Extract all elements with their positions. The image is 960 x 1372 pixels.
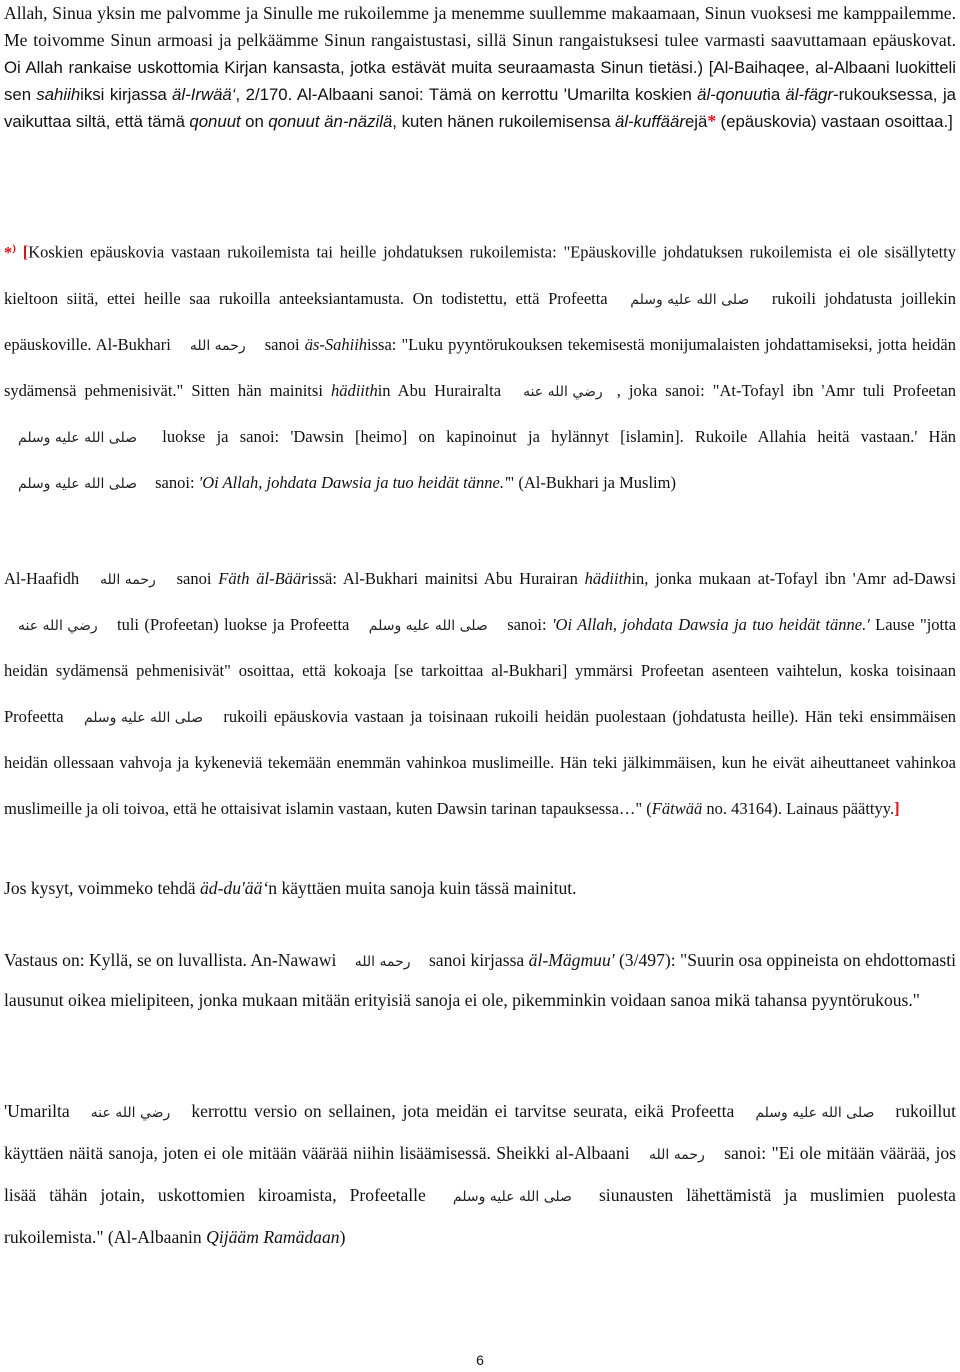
paragraph-umar	[4, 1090, 956, 1258]
radiallahu-honorific-icon: رضي الله عنه	[523, 383, 603, 400]
text-span: Oi Allah rankaise uskottomia Kirjan kansasta, jotka estävät muita seuraamasta Sinun tietäsi.) [Al-Baihaqee, al-Albaani luokitteli sen	[4, 58, 956, 104]
text-span: Vastaus on: Kyllä, se on luvallista. An-Nawawi	[4, 950, 337, 970]
italic-term: Qijääm Ramädaan	[206, 1227, 340, 1247]
footnote-block-continued	[4, 556, 956, 832]
italic-term: hädiith	[330, 380, 378, 400]
text-span: tuli (Profeetan) luokse ja Profeetta	[117, 615, 350, 634]
italic-term: hädiith	[584, 569, 632, 588]
text-span: , 2/170. Al-Albaani sanoi: Tämä on kerrottu 'Umarilta koskien	[235, 85, 692, 104]
text-span: ia	[767, 85, 781, 104]
text-span: Jos kysyt, voimmeko tehdä	[4, 878, 196, 898]
saw-honorific-icon: صلى الله عليه وسلم	[755, 1104, 875, 1121]
text-span: siunausten lähettämistä ja muslimien puolesta rukoilemista." (Al-Albaanin	[4, 1185, 956, 1247]
text-span: iksi kirjassa	[80, 85, 167, 104]
rahimahullah-honorific-icon: رحمه الله	[354, 953, 411, 970]
text-span: " (Al-Bukhari ja Muslim)	[507, 472, 676, 492]
bracket-close: ]	[894, 799, 900, 818]
text-span: Lause "jotta heidän sydämensä pehmenisivät" osoittaa, että kokoaja [se tarkoittaa al-Bukhari] ymmärsi Profeetan asenteen vaihtelun, koska toisinaan Profeetta	[4, 615, 957, 726]
text-span: ejä	[684, 112, 708, 131]
italic-term: Fätwää	[651, 799, 703, 818]
footnote-marker: *	[707, 111, 717, 131]
text-span: sanoi:	[155, 472, 195, 492]
text-span: sanoi	[264, 334, 300, 354]
italic-term: äd-du'ää‘	[199, 878, 269, 898]
text-span: Allah, Sinua yksin me palvomme ja Sinulle me rukoilemme ja menemme suullemme makaamaan, Sinun vuoksesi me kamppailemme. Me toivomme Sinun armoasi ja pelkäämme Sinun rangaistustasi, sillä Sinun rangaistuksesi tulee varmasti saavuttamaan epäuskovat.	[4, 3, 956, 50]
footnote-marker: *)	[4, 242, 16, 262]
text-span: , kuten hänen rukoilemisensa	[392, 112, 611, 131]
text-span: issä: Al-Bukhari mainitsi Abu Hurairan	[307, 569, 578, 588]
italic-term: äl-kuffäär	[614, 112, 685, 131]
text-span: (epäuskovia) vastaan osoittaa.]	[720, 112, 953, 131]
saw-honorific-icon: صلى الله عليه وسلم	[452, 1188, 572, 1205]
text-span: , joka sanoi: "At-Tofayl ibn 'Amr tuli Profeetan	[616, 380, 957, 400]
text-span: rukoillut käyttäen näitä sanoja, joten ei ole mitään väärää niihin lisäämisessä. Sheikki al-Albaani	[4, 1101, 956, 1163]
text-span: issa: "Luku pyyntörukouksen tekemisestä monijumalaisten johdattamiseksi, jotta heidän sydämensä pehmenisivät." Sitten hän mainitsi	[4, 334, 956, 400]
text-span: (3/497): "Suurin osa oppineista on ehdottomasti lausunut oikea mielipiteen, jonka mukaan mitään erityisiä sanoja ei ole, pikemminkin voidaan sanoa mikä tahansa pyyntörukous."	[4, 950, 957, 1010]
text-span: kerrottu versio on sellainen, jota meidän ei tarvitse seurata, eikä Profeetta	[191, 1101, 735, 1121]
text-span: sanoi:	[507, 615, 547, 634]
text-span: rukoili epäuskovia vastaan ja toisinaan rukoili heidän puolestaan (johdatusta heille). Hän teki ensimmäisen heidän ollessaan vahvoja ja kykeneviä tekemään enemmän vahinkoa muslimeille. Hän teki jälkimmäisen, kun he eivät aiheuttaneet vahinkoa muslimeille ja oli toivoa, että he ottaisivat islamin vastaan, kuten Dawsin tarinan tapauksessa…" (	[4, 707, 957, 818]
radiallahu-honorific-icon: رضي الله عنه	[90, 1104, 171, 1121]
italic-term: äl-Mägmuu'	[528, 950, 615, 970]
footnote-block	[4, 225, 956, 506]
saw-honorific-icon: صلى الله عليه وسلم	[18, 429, 137, 446]
italic-term: sahiih	[36, 85, 81, 104]
italic-term: äs-Sahiih	[304, 334, 368, 354]
saw-honorific-icon: صلى الله عليه وسلم	[630, 291, 750, 308]
text-span: on	[245, 112, 264, 131]
text-span: no. 43164). Lainaus päättyy.	[706, 799, 895, 818]
text-span: n käyttäen muita sanoja kuin tässä mainitut.	[268, 878, 577, 898]
text-span: rukoili johdatusta joillekin epäuskoville. Al-Bukhari	[4, 288, 957, 354]
rahimahullah-honorific-icon: رحمه الله	[189, 337, 246, 354]
text-span: )	[339, 1227, 346, 1247]
saw-honorific-icon: صلى الله عليه وسلم	[368, 618, 488, 635]
paragraph-question	[4, 875, 956, 902]
saw-honorific-icon: صلى الله عليه وسلم	[18, 475, 137, 492]
text-span: 'Umarilta	[4, 1101, 70, 1121]
italic-term: qonuut än-näzilä	[268, 112, 393, 131]
italic-term: äl-Irwää‘	[172, 85, 236, 104]
italic-term: äl-qonuut	[697, 85, 768, 104]
rahimahullah-honorific-icon: رحمه الله	[99, 572, 156, 589]
italic-quote: 'Oi Allah, johdata Dawsia ja tuo heidät tänne.'	[552, 615, 870, 634]
text-span: in Abu Hurairalta	[377, 380, 502, 400]
text-span: sanoi	[176, 569, 212, 588]
text-span: Al-Haafidh	[4, 569, 80, 588]
paragraph-supplication	[4, 0, 956, 135]
italic-term: Fäth äl-Bäär	[218, 569, 308, 588]
radiallahu-honorific-icon: رضي الله عنه	[18, 618, 98, 635]
italic-term: qonuut	[189, 112, 241, 131]
italic-quote: 'Oi Allah, johdata Dawsia ja tuo heidät tänne.'	[198, 472, 508, 492]
text-span: in, jonka mukaan at-Tofayl ibn 'Amr ad-Dawsi	[631, 569, 957, 588]
bracket-open: [	[22, 242, 29, 262]
saw-honorific-icon: صلى الله عليه وسلم	[83, 710, 203, 727]
text-span: -rukouksessa, ja vaikuttaa siltä, että tämä	[4, 85, 957, 131]
text-span: luokse ja sanoi: 'Dawsin [heimo] on kapinoinut ja hylännyt [islamin]. Rukoile Allahia heitä vastaan.' Hän	[162, 426, 957, 446]
text-span: sanoi kirjassa	[428, 950, 525, 970]
text-span: sanoi: "Ei ole mitään väärää, jos lisää tähän jotain, uskottomien kiroamista, Profeetalle	[4, 1143, 956, 1205]
italic-term: äl-fägr	[785, 85, 833, 104]
paragraph-answer	[4, 940, 956, 1020]
rahimahullah-honorific-icon: رحمه الله	[649, 1146, 705, 1163]
text-span: Koskien epäuskovia vastaan rukoilemista tai heille johdatuksen rukoilemista: "Epäuskoville johdatuksen rukoilemista ei ole sisällytetty kieltoon siitä, ettei heille saa rukoilla anteeksiantamusta. On todistettu, että Profeetta	[4, 242, 957, 308]
page-number: 6	[476, 1352, 484, 1368]
